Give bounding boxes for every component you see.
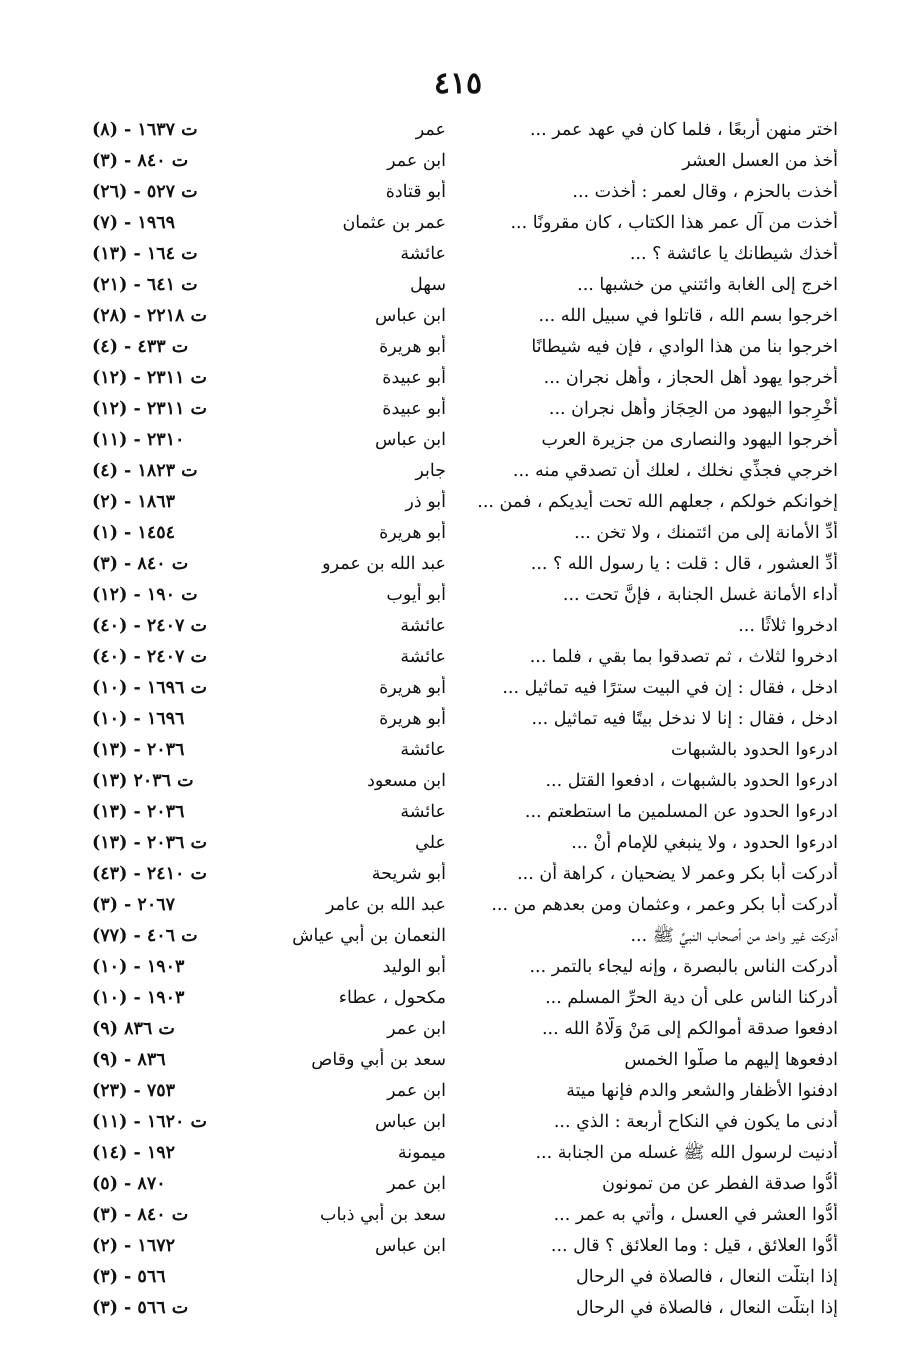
reference-number: ٨٣٦ - (٩) [92, 1050, 166, 1070]
reference-number: ت ٤٣٣ - (٤) [92, 337, 189, 357]
hadith-text: أخذك شيطانك يا عائشة ؟ ... [629, 244, 838, 264]
hadith-text: أخذ من العسل العشر [682, 151, 838, 171]
narrator-name: عائشة [400, 647, 446, 667]
reference-number: ت ١٦٣٧ - (٨) [92, 120, 198, 140]
narrator-name: عبد الله بن عامر [326, 895, 446, 915]
reference-number: ت ٨٤٠ - (٣) [92, 554, 189, 574]
reference-number: ت ١٦٩٦ - (١٠) [92, 678, 208, 698]
list-item [0, 1014, 916, 1045]
narrator-name: أبو هريرة [379, 709, 446, 729]
hadith-text: ادفنوا الأظفار والشعر والدم فإنها ميتة [566, 1081, 838, 1101]
hadith-text: أدِّ العشور ، قال : قلت : يا رسول الله ؟ ... [530, 554, 838, 574]
hadith-text: إخوانكم خولكم ، جعلهم الله تحت أيديكم ، فمن ... [477, 492, 838, 512]
hadith-text: أدُّوا العلائق ، قيل : وما العلائق ؟ قال ... [550, 1236, 838, 1256]
hadith-text: ادرءوا الحدود عن المسلمين ما استطعتم ... [524, 802, 838, 822]
hadith-text: اخرج إلى الغابة وائتني من خشبها ... [577, 275, 838, 295]
list-item [0, 580, 916, 611]
hadith-text: أخذت بالحزم ، وقال لعمر : أخذت ... [572, 182, 838, 202]
reference-number: ٥٦٦ - (٣) [92, 1267, 166, 1287]
list-item [0, 859, 916, 890]
reference-number: ١٨٦٣ - (٢) [92, 492, 176, 512]
reference-number: ١٤٥٤ - (١) [92, 523, 176, 543]
list-item [0, 1045, 916, 1076]
hadith-text: أخرجوا يهود أهل الحجاز ، وأهل نجران ... [543, 368, 838, 388]
narrator-name: سعد بن أبي وقاص [311, 1050, 446, 1070]
list-item [0, 828, 916, 859]
list-item [0, 983, 916, 1014]
reference-number: ت ١٩٠ - (١٢) [92, 585, 198, 605]
hadith-text: ادفعوها إليهم ما صلَّوا الخمس [624, 1050, 838, 1070]
list-item [0, 115, 916, 146]
reference-number: ت ١٦٤ - (١٣) [92, 244, 198, 264]
narrator-name: ابن مسعود [367, 771, 446, 791]
reference-number: ت ٤٠٦ - (٧٧) [92, 926, 198, 946]
reference-number: ت ٥٢٧ - (٢٦) [92, 182, 198, 202]
reference-number: ت ٨٤٠ - (٣) [92, 1205, 189, 1225]
list-item [0, 1076, 916, 1107]
narrator-name: ابن عمر [387, 151, 446, 171]
list-item [0, 394, 916, 425]
hadith-text: أدِّ الأمانة إلى من ائتمنك ، ولا تخن ... [574, 523, 838, 543]
list-item [0, 301, 916, 332]
reference-number: ت ٦٤١ - (٢١) [92, 275, 198, 295]
list-item [0, 270, 916, 301]
list-item [0, 921, 916, 952]
narrator-name: عائشة [400, 616, 446, 636]
narrator-name: عبد الله بن عمرو [322, 554, 446, 574]
narrator-name: عائشة [400, 740, 446, 760]
hadith-text: أدركت أبا بكر وعمر ، وعثمان ومن بعدهم من ... [491, 895, 838, 915]
narrator-name: أبو الوليد [382, 957, 446, 977]
list-item [0, 239, 916, 270]
list-item [0, 642, 916, 673]
narrator-name: أبو شريحة [371, 864, 446, 884]
hadith-text: ادرءوا الحدود بالشبهات ، ادفعوا القتل ... [545, 771, 838, 791]
list-item [0, 487, 916, 518]
reference-number: ت ٨٤٠ - (٣) [92, 151, 189, 171]
list-item [0, 1107, 916, 1138]
hadith-text: أخذت من آل عمر هذا الكتاب ، كان مقرونًا ... [510, 213, 838, 233]
hadith-text: أخرجوا اليهود والنصارى من جزيرة العرب [541, 430, 838, 450]
narrator-name: ابن عباس [374, 430, 446, 450]
hadith-text: أداء الأمانة غسل الجنابة ، فإنَّ تحت ... [562, 585, 838, 605]
reference-number: ت ٢٠٣٦ (١٣) [92, 771, 194, 791]
list-item [0, 704, 916, 735]
hadith-text: اختر منهن أربعًا ، فلما كان في عهد عمر ... [529, 120, 838, 140]
reference-number: ٢٠٣٦ - (١٣) [92, 740, 185, 760]
list-item [0, 456, 916, 487]
reference-number: ت ٢٤٠٧ - (٤٠) [92, 647, 208, 667]
page-number: ٤١٥ [433, 66, 483, 101]
narrator-name: عائشة [400, 802, 446, 822]
narrator-name: ابن عمر [387, 1174, 446, 1194]
narrator-name: ميمونة [397, 1143, 446, 1163]
list-item [0, 1138, 916, 1169]
reference-number: ت ١٦٢٠ - (١١) [92, 1112, 208, 1132]
list-item [0, 1200, 916, 1231]
hadith-text: ادخروا ثلاثًا ... [738, 616, 838, 636]
list-item [0, 890, 916, 921]
hadith-text: أدُّوا صدقة الفطر عن من تمونون [602, 1174, 838, 1194]
narrator-name: ابن عمر [387, 1081, 446, 1101]
narrator-name: ابن عمر [387, 1019, 446, 1039]
narrator-name: عمر بن عثمان [342, 213, 446, 233]
narrator-name: أبو عبيدة [382, 399, 446, 419]
hadith-text: أدنيت لرسول الله ﷺ غسله من الجنابة ... [535, 1143, 838, 1163]
narrator-name: جابر [415, 461, 446, 481]
hadith-text: أدنى ما يكون في النكاح أربعة : الذي ... [553, 1112, 838, 1132]
list-item [0, 518, 916, 549]
list-item [0, 1169, 916, 1200]
narrator-name: أبو عبيدة [382, 368, 446, 388]
hadith-index-list [0, 115, 916, 1324]
reference-number: ١٩٠٣ - (١٠) [92, 957, 185, 977]
reference-number: ت ١٨٢٣ - (٤) [92, 461, 198, 481]
list-item [0, 425, 916, 456]
reference-number: ٢٠٦٧ - (٣) [92, 895, 176, 915]
reference-number: ت ٢٢١٨ - (٢٨) [92, 306, 208, 326]
list-item [0, 549, 916, 580]
list-item [0, 797, 916, 828]
hadith-text: ادفعوا صدقة أموالكم إلى مَنْ وَلَّاهُ الله ... [541, 1019, 838, 1039]
hadith-text: اخرجوا بسم الله ، قاتلوا في سبيل الله ... [538, 306, 838, 326]
list-item [0, 332, 916, 363]
narrator-name: أبو هريرة [379, 337, 446, 357]
hadith-text: إذا ابتلَّت النعال ، فالصلاة في الرحال [576, 1267, 838, 1287]
reference-number: ت ٢٣١١ - (١٢) [92, 368, 208, 388]
list-item [0, 766, 916, 797]
reference-number: ١٦٧٢ - (٢) [92, 1236, 176, 1256]
narrator-name: أبو ذر [405, 492, 446, 512]
reference-number: ت ٢٤٠٧ - (٤٠) [92, 616, 208, 636]
hadith-text: أدركت الناس بالبصرة ، وإنه ليجاء بالتمر ... [529, 957, 838, 977]
reference-number: ٧٥٣ - (٢٣) [92, 1081, 176, 1101]
narrator-name: أبو هريرة [379, 523, 446, 543]
list-item [0, 611, 916, 642]
hadith-text: ادرءوا الحدود بالشبهات [671, 740, 838, 760]
hadith-text: ادرءوا الحدود ، ولا ينبغي للإمام أنْ ... [571, 833, 838, 853]
reference-number: ت ٨٣٦ (٩) [92, 1019, 175, 1039]
hadith-text: أدُّوا العشر في العسل ، وأُتي به عمر ... [553, 1205, 838, 1225]
narrator-name: ابن عباس [374, 1236, 446, 1256]
hadith-text: ادخل ، فقال : إن في البيت سترًا فيه تماثيل ... [502, 678, 838, 698]
list-item [0, 1262, 916, 1293]
reference-number: ت ٢٤١٠ - (٤٣) [92, 864, 208, 884]
reference-number: ٢٠٣٦ - (١٣) [92, 802, 185, 822]
narrator-name: علي [415, 833, 446, 853]
hadith-text: إذا ابتلَّت النعال ، فالصلاة في الرحال [576, 1298, 838, 1318]
narrator-name: عمر [415, 120, 446, 140]
narrator-name: سعد بن أبي ذباب [320, 1205, 446, 1225]
hadith-text: أدركت غير واحد من أصحاب النبيِّ ﷺ ... [630, 926, 838, 946]
hadith-text: أدركنا الناس على أن دية الحرِّ المسلم ... [545, 988, 838, 1008]
list-item [0, 146, 916, 177]
narrator-name: أبو هريرة [379, 678, 446, 698]
hadith-text: ادخل ، فقال : إنا لا ندخل بيتًا فيه تماثيل ... [531, 709, 838, 729]
reference-number: ١٩٢ - (١٤) [92, 1143, 176, 1163]
list-item [0, 177, 916, 208]
hadith-text: اخرجي فجذِّي نخلك ، لعلك أن تصدقي منه ... [512, 461, 838, 481]
reference-number: ١٦٩٦ - (١٠) [92, 709, 185, 729]
list-item [0, 208, 916, 239]
narrator-name: ابن عباس [374, 306, 446, 326]
hadith-text: أدركت أبا بكر وعمر لا يضحيان ، كراهة أن ... [517, 864, 838, 884]
list-item [0, 735, 916, 766]
hadith-text: اخرجوا بنا من هذا الوادي ، فإن فيه شيطانًا [531, 337, 838, 357]
list-item [0, 952, 916, 983]
hadith-text: ادخروا لثلاث ، ثم تصدقوا بما بقي ، فلما ... [529, 647, 838, 667]
reference-number: ١٩٠٣ - (١٠) [92, 988, 185, 1008]
hadith-text: أَخْرِجوا اليهود من الحِجَاز وأهل نجران ... [548, 399, 838, 419]
narrator-name: أبو أيوب [386, 585, 446, 605]
reference-number: ٢٣١٠ - (١١) [92, 430, 185, 450]
list-item [0, 1293, 916, 1324]
list-item [0, 1231, 916, 1262]
narrator-name: عائشة [400, 244, 446, 264]
list-item [0, 363, 916, 394]
reference-number: ت ٥٦٦ - (٣) [92, 1298, 189, 1318]
narrator-name: النعمان بن أبي عياش [292, 926, 446, 946]
reference-number: ١٩٦٩ - (٧) [92, 213, 176, 233]
list-item [0, 673, 916, 704]
reference-number: ٨٧٠ - (٥) [92, 1174, 166, 1194]
narrator-name: مكحول ، عطاء [338, 988, 446, 1008]
reference-number: ت ٢٣١١ - (١٢) [92, 399, 208, 419]
narrator-name: سهل [410, 275, 446, 295]
reference-number: ت ٢٠٣٦ - (١٣) [92, 833, 208, 853]
narrator-name: ابن عباس [374, 1112, 446, 1132]
narrator-name: أبو قتادة [385, 182, 446, 202]
